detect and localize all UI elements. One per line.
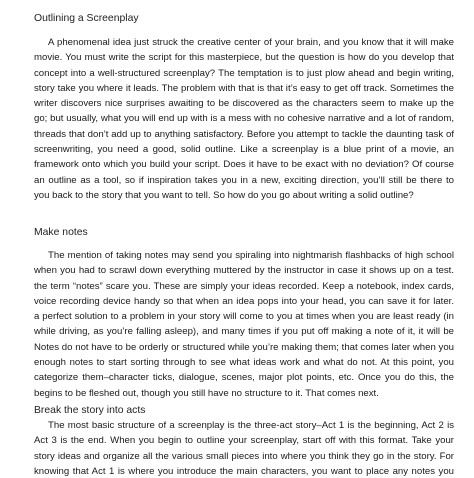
- paragraph-line: enough notes to start sorting through to see what ideas work and what do not. At this point, you: [34, 357, 454, 369]
- paragraph-line: a perfect solution to a problem in your story will come to you at times when you are least ready (in: [34, 311, 454, 323]
- paragraph-line: writer discovers nice surprises awaiting to be discovered as the characters seem to make up the: [34, 98, 454, 110]
- paragraph-line: framework onto which you build your script. Does it have to be exact with no deviation? Of course: [34, 159, 454, 171]
- paragraph-line: Act 3 is the end. When you begin to outline your screenplay, start off with this format. Take your: [34, 435, 454, 447]
- section-heading-outlining: Outlining a Screenplay: [34, 13, 139, 24]
- section-heading-make-notes: Make notes: [34, 227, 88, 238]
- paragraph-line: you back to the story that you want to tell. So how do you go about writing a solid outline?: [34, 189, 414, 201]
- paragraph-line: concept into a well-structured screenplay? The temptation is to just plow ahead and begin writing,: [34, 67, 454, 79]
- paragraph-line: go; but usually, what you will end up with is a mess with no cohesive narrative and a lot of random,: [34, 113, 454, 125]
- paragraph-line: The mention of taking notes may send you spiraling into nightmarish flashbacks of high school: [48, 250, 454, 261]
- paragraph-line: movie. You must write the script for this masterpiece, but the question is how do you develop that: [34, 52, 454, 64]
- paragraph-line: begins to be fleshed out, though you still have no structure to it. That comes next.: [34, 387, 379, 399]
- section-paragraph-make-notes: [34, 248, 454, 401]
- paragraph-line: voice recording device handy so that when an idea pops into your head, you can save it for later.: [34, 295, 454, 307]
- paragraph-line: The most basic structure of a screenplay is the three-act story–Act 1 is the beginning, Act 2 is: [48, 420, 454, 431]
- paragraph-line: an outline as a tool, so if inspiration takes you in a new, exciting direction, you’ll still be there to: [34, 174, 454, 186]
- paragraph-line: while driving, as you’re falling asleep), and many times if you put off making a note of it, it will be: [34, 326, 454, 338]
- paragraph-line: the term “notes” scare you. These are simply your ideas recorded. Keep a notebook, index cards,: [34, 280, 454, 292]
- paragraph-line: story ideas and organize all the various small pieces into where you think they go in the story. For: [34, 450, 454, 462]
- paragraph-line: knowing that Act 1 is where you introduce the main characters, you want to place any notes you: [34, 465, 454, 477]
- section-paragraph-outlining: [34, 35, 454, 203]
- paragraph-line: Notes do not have to be orderly or structured while you’re making them; that comes later when you: [34, 341, 454, 353]
- paragraph-line: screenwriting, you need a good, solid outline. Like a screenplay is a blue print of a movie, an: [34, 144, 454, 156]
- section-paragraph-acts-body: [34, 418, 454, 478]
- paragraph-line: A phenomenal idea just struck the creative center of your brain, and you know that it will make: [48, 37, 454, 48]
- paragraph-line: when you had to scrawl down everything muttered by the instructor in case it shows up on a test.: [34, 265, 454, 277]
- paragraph-line: categorize them–character ticks, dialogue, scenes, major plot points, etc. Once you do this, the: [34, 372, 454, 384]
- section-heading-break-into-acts: Break the story into acts: [34, 405, 146, 416]
- paragraph-line: story take you where it leads. The problem with that is that it’s easy to get off track. Sometimes the: [34, 82, 454, 94]
- paragraph-line: threads that don’t add up to anything satisfactory. Before you attempt to tackle the daunting task of: [34, 128, 454, 140]
